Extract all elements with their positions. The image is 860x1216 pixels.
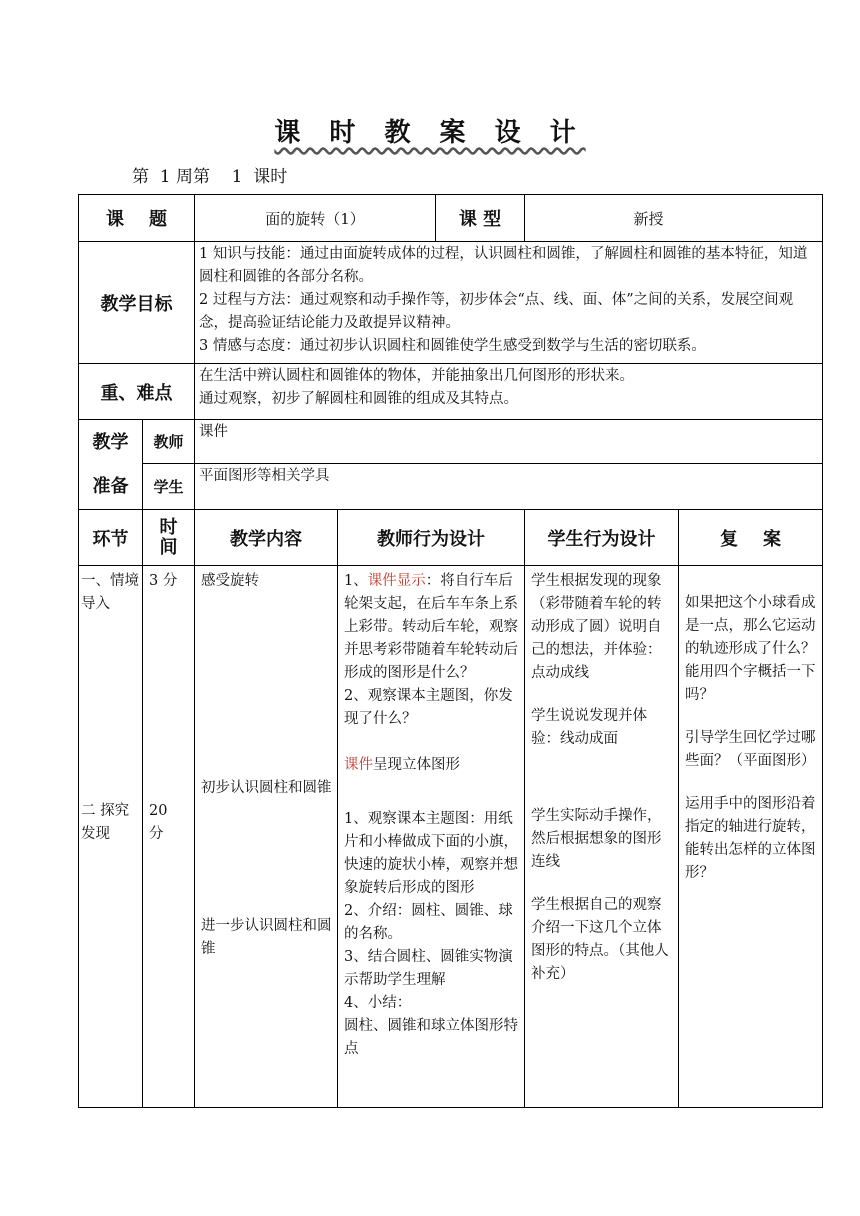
review-3: 运用手中的图形沿着指定的轴进行旋转，能转出怎样的立体图形？ [685,796,816,881]
prep-teacher-row [79,420,823,464]
teacher-step-6: 3、结合圆柱、圆锥实物演示帮助学生理解 [344,949,513,988]
teacher-step-8: 圆柱、圆锥和球立体图形特点 [344,1018,519,1057]
objective-3: 3 情感与态度：通过初步认识圆柱和圆锥使学生感受到数学与生活的密切联系。 [199,338,706,354]
time-cell [143,566,195,1108]
courseware-display: 课件显示 [367,573,426,589]
prep-label-top: 教学 [92,431,129,453]
review-cell [679,566,823,1108]
content-cell [195,566,338,1108]
content-3: 进一步认识圆柱和圆锥 [201,918,332,957]
review-1: 如果把这个小球看成是一点，那么它运动的轨迹形成了什么？能用四个字概括一下吗？ [685,595,816,703]
objectives-row [79,242,823,364]
type-label: 课 型 [435,195,524,241]
objective-2: 2 过程与方法：通过观察和动手操作等，初步体会“点、线、面、体”之间的关系，发展空间观念，提高验证结论能力及敢提异议精神。 [199,292,794,331]
key-point-1: 在生活中辨认圆柱和圆锥体的物体，并能抽象出几何图形的形状来。 [199,368,635,384]
col-time: 时间 [143,510,195,566]
content-1: 感受旋转 [201,573,260,589]
week-lesson-line: 第 1 周第 1 课时 [132,167,288,187]
objectives-text [195,242,823,364]
lesson-plan-table [78,194,823,1108]
prep-label-bottom: 准备 [92,475,129,497]
teacher-step-1: 1、课件显示：将自行车后轮架支起，在后车车条上系上彩带。转动后车轮，观察并思考彩带随着车轮转动后形成的图形是什么？ [344,573,519,681]
student-step-4: 学生根据自己的观察介绍一下这几个立体图形的特点。（其他人补充） [531,897,669,982]
stage-cell [79,566,143,1108]
courseware-label: 课件 [344,757,374,773]
prep-student-label: 学生 [143,464,195,510]
teacher-step-3: 课件呈现立体图形 [344,757,461,773]
student-step-3: 学生实际动手操作，然后根据想象的图形连线 [531,808,662,870]
document-title: 课 时 教 案 设 计 [274,118,586,148]
topic-row [79,195,823,242]
col-student: 学生行为设计 [525,510,679,566]
prep-student-value: 平面图形等相关学具 [195,464,823,510]
col-stage: 环节 [79,510,143,566]
teacher-step-5: 2、介绍：圆柱、圆锥、球的名称。 [344,903,513,942]
key-points-row [79,364,823,420]
prep-student-row [79,464,823,510]
student-step-1: 学生根据发现的现象（彩带随着车轮的转动形成了圆）说明自己的想法，并体验：点动成线 [531,573,662,681]
student-step-2: 学生说说发现并体验：线动成面 [531,708,648,747]
column-header-row [79,510,823,566]
key-point-2: 通过观察，初步了解圆柱和圆锥的组成及其特点。 [199,391,519,407]
stage-1: 一、情境 导入 [81,573,139,612]
body-row [79,566,823,1108]
topic-value: 面的旋转（1） [265,209,365,228]
review-2: 引导学生回忆学过哪些面？（平面图形） [685,730,816,769]
teacher-step-7: 4、小结： [344,995,412,1011]
content-2: 初步认识圆柱和圆锥 [201,780,332,796]
prep-teacher-value: 课件 [195,420,823,464]
teacher-step-4: 1、观察课本主题图：用纸片和小棒做成下面的小旗，快速的旋状小棒，观察并想象旋转后形成的图形 [344,811,519,896]
key-points-label: 重、难点 [79,364,195,420]
teacher-cell [338,566,525,1108]
objectives-label: 教学目标 [79,242,195,364]
col-teacher: 教师行为设计 [338,510,525,566]
key-points-text [195,364,823,420]
objective-1: 1 知识与技能：通过由面旋转成体的过程，认识圆柱和圆锥，了解圆柱和圆锥的基本特征，知道圆柱和圆锥的各部分名称。 [199,246,808,285]
prep-teacher-label: 教师 [143,420,195,464]
type-value: 新授 [525,195,823,242]
time-2: 20 分 [149,803,168,842]
col-review: 复 案 [679,510,823,566]
teacher-step-2: 2、观察课本主题图，你发现了什么？ [344,688,513,727]
topic-label: 课 题 [79,195,195,242]
col-content: 教学内容 [195,510,338,566]
student-cell [525,566,679,1108]
time-1: 3 分 [149,573,178,589]
stage-2: 二 探究 发现 [81,803,130,842]
